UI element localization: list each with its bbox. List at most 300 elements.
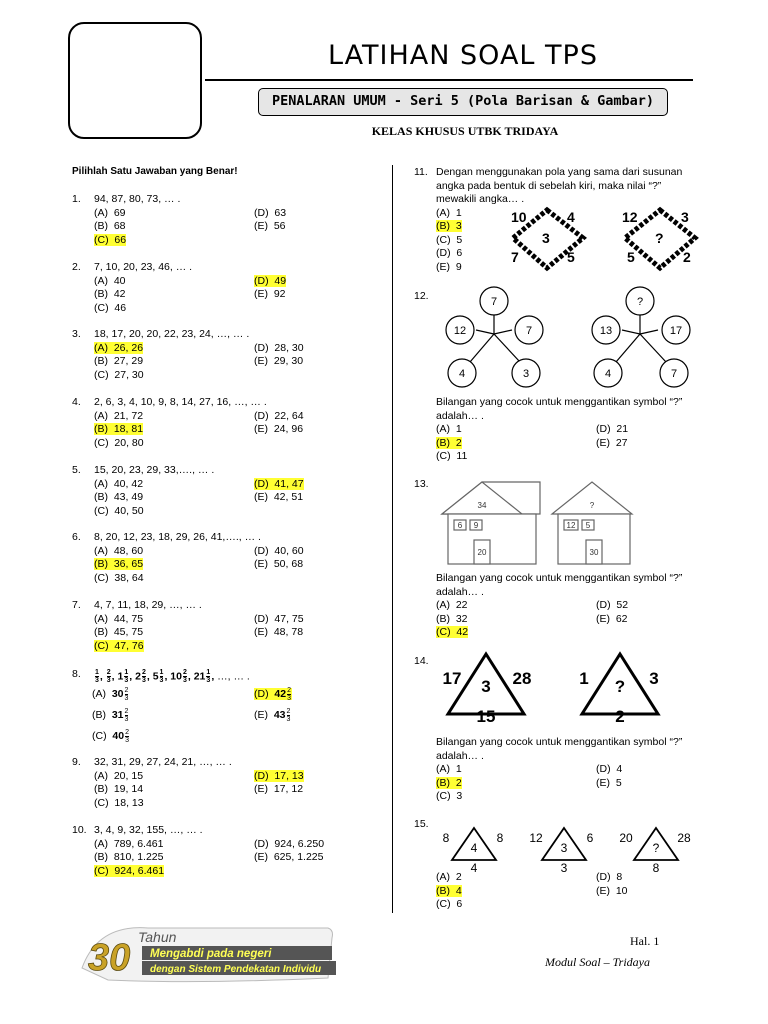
fig-number: 3 — [560, 861, 568, 874]
fig-number: 5 — [627, 249, 635, 265]
option-value: 69 — [113, 206, 126, 219]
option-letter: (E) — [254, 423, 274, 435]
question-line: adalah… . — [436, 409, 484, 422]
option-value: 11 — [456, 450, 468, 462]
option-letter: (B) — [94, 558, 114, 570]
option-value: 28, 30 — [274, 341, 304, 354]
option-letter: (B) — [94, 783, 114, 795]
option-value: 2 — [455, 776, 462, 789]
question-stem: 7, 10, 20, 23, 46, … . — [94, 261, 193, 273]
option-e[interactable] — [254, 220, 286, 234]
option-d[interactable] — [254, 410, 304, 424]
option-value: 18, 81 — [113, 423, 144, 435]
option-value: 47, 75 — [274, 612, 304, 625]
option-letter: (C) — [94, 864, 115, 877]
fig-number: 12 — [453, 325, 467, 337]
option-d[interactable] — [254, 342, 304, 356]
option-letter: (A) — [94, 769, 114, 782]
option-a[interactable] — [94, 545, 143, 559]
option-letter: (B) — [436, 776, 456, 789]
fig-number: 2 — [683, 249, 691, 265]
option-e[interactable] — [596, 885, 628, 899]
q11-diamond-figures — [505, 206, 705, 272]
page-title: LATIHAN SOAL TPS — [328, 40, 598, 71]
option-letter: (B) — [94, 423, 114, 435]
option-value: 10 — [615, 884, 628, 897]
option-c[interactable] — [436, 234, 462, 248]
option-b[interactable] — [436, 777, 462, 791]
class-label: KELAS KHUSUS UTBK TRIDAYA — [371, 124, 559, 138]
option-letter: (C) — [94, 571, 115, 584]
option-b[interactable] — [94, 355, 143, 369]
option-value: 68 — [113, 220, 126, 232]
option-d[interactable] — [254, 275, 286, 289]
option-value: 40, 42 — [113, 477, 144, 490]
fig-number: 15 — [476, 707, 496, 726]
option-d[interactable] — [254, 838, 324, 852]
option-a[interactable] — [436, 763, 462, 777]
option-e[interactable] — [254, 355, 303, 369]
question-stem: 18, 17, 20, 20, 22, 23, 24, …, … . — [94, 328, 250, 340]
option-e[interactable] — [254, 558, 303, 572]
question-number: 14. — [414, 655, 429, 667]
option-c[interactable] — [94, 640, 144, 654]
option-letter: (E) — [254, 220, 274, 232]
logo-line-2: dengan Sistem Pendekatan Individu — [150, 964, 322, 975]
q12-star-figures — [436, 284, 706, 388]
option-value: 3 — [456, 790, 463, 802]
option-b[interactable] — [94, 626, 143, 640]
option-a[interactable] — [436, 207, 462, 221]
question-7 — [72, 599, 392, 655]
option-letter: (B) — [436, 436, 456, 449]
option-d[interactable]: (D) 42 $\frac{2}{3}$ — [254, 687, 292, 702]
question-line: Bilangan yang cocok untuk menggantikan symbol “?” — [436, 736, 683, 748]
fig-number: 28 — [512, 669, 532, 688]
option-letter: (C) — [94, 368, 115, 381]
option-e[interactable] — [596, 613, 628, 627]
option-b[interactable] — [94, 558, 143, 572]
option-value: 6 — [456, 898, 463, 910]
fig-number: 4 — [567, 209, 575, 225]
option-letter: (A) — [436, 206, 456, 219]
option-e[interactable] — [254, 288, 286, 302]
fig-number: ? — [636, 296, 644, 308]
instruction-text: Pilihlah Satu Jawaban yang Benar! — [72, 166, 238, 177]
question-stem: 3, 4, 9, 32, 155, …, … . — [94, 824, 203, 836]
option-value: 18, 13 — [114, 796, 144, 809]
option-b[interactable] — [94, 288, 126, 302]
option-c[interactable]: (C) 40 $\frac{2}{3}$ — [92, 729, 130, 744]
option-value: 1 — [455, 763, 462, 775]
option-letter: (A) — [94, 544, 114, 557]
option-c[interactable] — [436, 626, 468, 640]
fig-number: 3 — [542, 230, 550, 246]
option-letter: (D) — [254, 544, 275, 557]
option-a[interactable] — [94, 478, 143, 492]
option-a[interactable] — [94, 410, 143, 424]
question-5 — [72, 464, 392, 520]
option-value: 22 — [455, 599, 468, 611]
option-letter: (E) — [254, 491, 274, 503]
fig-number: 3 — [649, 669, 659, 688]
option-letter: (B) — [94, 355, 114, 367]
option-letter: (D) — [254, 341, 275, 354]
option-value: 27 — [615, 436, 628, 449]
option-value: 42 — [456, 626, 469, 638]
option-c[interactable] — [94, 572, 144, 586]
option-value: 789, 6.461 — [113, 837, 164, 850]
option-d[interactable] — [436, 247, 462, 261]
fig-number: 12 — [566, 521, 576, 530]
option-value: 625, 1.225 — [273, 851, 324, 863]
option-value: 42, 51 — [273, 491, 304, 503]
option-letter: (B) — [94, 288, 114, 300]
question-number: 2. — [72, 261, 81, 273]
question-line: adalah… . — [436, 749, 484, 762]
question-stem: 2, 6, 3, 4, 10, 9, 8, 14, 27, 16, …, … . — [94, 396, 267, 408]
option-a[interactable] — [436, 871, 462, 885]
option-d[interactable] — [254, 478, 304, 492]
option-a[interactable] — [436, 599, 468, 613]
option-letter: (D) — [254, 612, 275, 625]
option-letter: (C) — [436, 450, 457, 462]
question-1 — [72, 193, 392, 249]
logo-placeholder-box — [68, 22, 202, 139]
question-number: 6. — [72, 531, 81, 543]
fig-number: 1 — [579, 669, 589, 688]
option-value: 42 — [113, 288, 126, 300]
fig-number: 4 — [470, 861, 478, 874]
option-letter: (B) — [94, 491, 114, 503]
module-label: Modul Soal – Tridaya — [545, 955, 651, 969]
option-d[interactable] — [596, 599, 628, 613]
option-letter: (C) — [436, 233, 457, 246]
option-value: 9 — [455, 260, 462, 273]
option-a[interactable] — [94, 342, 143, 356]
option-value: 43, 49 — [113, 491, 144, 503]
question-9 — [72, 756, 392, 812]
option-letter: (D) — [436, 247, 457, 259]
fig-number: 7 — [511, 249, 519, 265]
option-letter: (C) — [94, 504, 115, 517]
option-e[interactable] — [436, 261, 462, 275]
option-value: 1 — [455, 423, 462, 435]
option-letter: (D) — [254, 206, 275, 219]
fig-number: ? — [614, 677, 626, 696]
question-stem: $\frac{1}{3}$ , $\frac{2}{3}$ , 1 $\frac{1}{3}$ , 2 $\frac{2}{3}$ , 5 $\frac{1}{3}$ , 10 $\frac{2}{3}$ , 21 $\frac{1}{3}$ , …, … . — [95, 669, 250, 684]
fig-number: 20 — [619, 831, 633, 845]
question-number: 9. — [72, 756, 81, 768]
option-letter: (A) — [436, 599, 456, 611]
option-a[interactable] — [94, 838, 163, 852]
option-value: 40, 50 — [114, 504, 144, 517]
option-value: 27, 30 — [114, 368, 144, 381]
fig-number: 20 — [477, 548, 487, 557]
question-10 — [72, 824, 392, 880]
fig-number: 4 — [458, 368, 466, 380]
option-letter: (E) — [254, 558, 274, 570]
option-d[interactable] — [254, 613, 304, 627]
question-line: mewakili angka… . — [436, 193, 525, 205]
option-value: 45, 75 — [113, 626, 144, 638]
option-b[interactable]: (B) 31 $\frac{2}{3}$ — [92, 708, 129, 723]
fig-number: 17 — [669, 325, 683, 337]
question-number: 7. — [72, 599, 81, 611]
option-b[interactable] — [94, 220, 126, 234]
option-value: 92 — [273, 288, 286, 300]
option-letter: (C) — [94, 436, 115, 449]
option-d[interactable] — [596, 871, 622, 885]
option-value: 22, 64 — [274, 409, 304, 422]
option-b[interactable] — [94, 423, 143, 437]
option-letter: (A) — [94, 837, 114, 850]
option-letter: (A) — [436, 871, 456, 883]
title-rule — [205, 79, 693, 81]
option-value: 17, 13 — [274, 769, 304, 782]
option-b[interactable] — [94, 783, 143, 797]
option-value: 2 — [455, 871, 462, 883]
option-value: 47, 76 — [114, 639, 144, 652]
question-number: 5. — [72, 464, 81, 476]
question-stem: 32, 31, 29, 27, 24, 21, …, … . — [94, 756, 232, 768]
option-letter: (E) — [254, 783, 274, 795]
option-value: 48, 78 — [273, 626, 304, 638]
option-value: 4 — [616, 763, 623, 775]
fig-number: 7 — [490, 296, 498, 308]
question-number: 10. — [72, 824, 87, 836]
option-c[interactable] — [94, 369, 144, 383]
option-letter: (D) — [254, 477, 275, 490]
option-letter: (E) — [254, 626, 274, 638]
fig-number: 3 — [481, 677, 491, 696]
option-c[interactable] — [94, 505, 144, 519]
option-value: 17, 12 — [273, 783, 304, 795]
option-letter: (E) — [254, 288, 274, 300]
option-letter: (A) — [94, 206, 114, 219]
option-letter: (E) — [596, 776, 616, 789]
option-value: 52 — [616, 599, 629, 611]
question-number: 4. — [72, 396, 81, 408]
question-line: Bilangan yang cocok untuk menggantikan symbol “?” — [436, 572, 683, 584]
q15-triangle-figures — [440, 824, 692, 874]
option-b[interactable] — [436, 437, 462, 451]
option-value: 924, 6.250 — [274, 837, 325, 850]
option-value: 810, 1.225 — [113, 851, 164, 863]
option-letter: (B) — [94, 626, 114, 638]
option-value: 26, 26 — [113, 341, 144, 354]
question-4 — [72, 396, 392, 452]
fig-number: 34 — [477, 501, 487, 510]
option-a[interactable] — [94, 770, 143, 784]
option-letter: (D) — [596, 871, 617, 883]
option-letter: (E) — [596, 612, 616, 625]
option-b[interactable] — [436, 885, 462, 899]
option-d[interactable] — [254, 207, 286, 221]
fig-number: 3 — [681, 209, 689, 225]
option-letter: (B) — [94, 220, 114, 232]
fig-number: 30 — [589, 548, 599, 557]
question-stem: 94, 87, 80, 73, … . — [94, 193, 181, 205]
option-c[interactable] — [436, 790, 462, 804]
option-letter: (D) — [254, 837, 275, 850]
option-value: 1 — [455, 206, 462, 219]
option-d[interactable] — [254, 770, 304, 784]
option-value: 5 — [615, 776, 622, 789]
option-e[interactable]: (E) 43 $\frac{2}{3}$ — [254, 708, 291, 723]
option-value: 21 — [616, 423, 629, 435]
question-8 — [72, 668, 392, 748]
option-value: 8 — [616, 871, 623, 883]
fig-number: 5 — [585, 521, 591, 530]
option-letter: (D) — [596, 763, 617, 775]
question-line: Bilangan yang cocok untuk menggantikan symbol “?” — [436, 396, 683, 408]
option-letter: (E) — [254, 355, 274, 367]
option-e[interactable] — [254, 491, 303, 505]
fig-number: 8 — [442, 831, 450, 845]
question-line: Dengan menggunakan pola yang sama dari susunan — [436, 166, 683, 178]
option-e[interactable] — [254, 626, 303, 640]
option-value: 32 — [455, 612, 468, 625]
fig-number: 10 — [511, 209, 527, 225]
fig-number: 17 — [442, 669, 462, 688]
option-letter: (E) — [596, 884, 616, 897]
fig-number: 6 — [457, 521, 463, 530]
option-a[interactable] — [94, 275, 126, 289]
diamond-figure-2 — [622, 209, 695, 268]
fig-number: 2 — [615, 707, 625, 726]
option-letter: (D) — [596, 599, 617, 611]
fig-number: 8 — [652, 861, 660, 874]
option-c[interactable] — [94, 437, 144, 451]
fig-number: 12 — [622, 209, 638, 225]
option-value: 27, 29 — [113, 355, 144, 367]
question-6 — [72, 531, 392, 587]
fig-number: 7 — [670, 368, 678, 380]
option-value: 924, 6.461 — [114, 864, 165, 877]
option-value: 46 — [114, 301, 127, 314]
option-b[interactable] — [436, 220, 462, 234]
question-2 — [72, 261, 392, 317]
question-line: adalah… . — [436, 585, 484, 598]
fig-number: 7 — [525, 325, 533, 337]
question-number: 13. — [414, 478, 429, 490]
fig-number: 4 — [604, 368, 612, 380]
option-e[interactable] — [254, 423, 303, 437]
option-value: 6 — [456, 247, 463, 259]
option-a[interactable] — [436, 423, 462, 437]
option-letter: (C) — [94, 233, 115, 246]
question-number: 8. — [72, 668, 81, 680]
option-letter: (A) — [436, 423, 456, 435]
option-value: 40 — [113, 274, 126, 287]
option-letter: (A) — [94, 409, 114, 422]
option-value: 62 — [615, 612, 628, 625]
option-d[interactable] — [596, 423, 628, 437]
option-value: 3 — [455, 220, 462, 232]
option-letter: (C) — [94, 639, 115, 652]
option-letter: (C) — [436, 790, 457, 802]
option-value: 40, 60 — [274, 544, 304, 557]
question-number: 12. — [414, 290, 429, 302]
option-letter: (C) — [94, 301, 115, 314]
option-value: 36, 65 — [113, 558, 144, 570]
option-letter: (C) — [436, 898, 457, 910]
option-value: 29, 30 — [273, 355, 304, 367]
option-d[interactable] — [596, 763, 622, 777]
option-c[interactable] — [94, 302, 126, 316]
option-value: 19, 14 — [113, 783, 144, 795]
option-c[interactable] — [436, 450, 467, 464]
option-letter: (C) — [436, 626, 457, 638]
option-value: 38, 64 — [114, 571, 144, 584]
logo-line-1: Mengabdi pada negeri — [150, 948, 272, 960]
option-letter: (A) — [94, 274, 114, 287]
question-number: 11. — [414, 166, 428, 178]
fig-number: 3 — [522, 368, 530, 380]
option-b[interactable] — [94, 491, 143, 505]
logo-number: 30 — [88, 937, 131, 979]
option-letter: (B) — [436, 612, 456, 625]
option-a[interactable]: (A) 30 $\frac{2}{3}$ — [92, 687, 129, 702]
fig-number: ? — [652, 841, 660, 855]
option-letter: (E) — [436, 260, 456, 273]
option-letter: (D) — [254, 274, 275, 287]
option-value: 24, 96 — [273, 423, 304, 435]
question-stem: 15, 20, 23, 29, 33,…., … . — [94, 464, 215, 476]
option-c[interactable] — [94, 797, 144, 811]
diamond-figure-1 — [511, 209, 583, 268]
option-value: 66 — [114, 233, 127, 246]
option-value: 56 — [273, 220, 286, 232]
option-a[interactable] — [94, 613, 143, 627]
option-letter: (B) — [94, 851, 114, 863]
option-value: 48, 60 — [113, 544, 144, 557]
option-value: 44, 75 — [113, 612, 144, 625]
option-value: 41, 47 — [274, 477, 304, 490]
option-b[interactable] — [94, 851, 163, 865]
option-letter: (A) — [436, 763, 456, 775]
fig-number: 3 — [560, 841, 568, 855]
option-letter: (D) — [254, 769, 275, 782]
option-value: 21, 72 — [113, 409, 144, 422]
option-d[interactable] — [254, 545, 304, 559]
option-e[interactable] — [254, 783, 303, 797]
option-value: 20, 80 — [114, 436, 144, 449]
question-number: 3. — [72, 328, 81, 340]
fig-number: 28 — [677, 831, 691, 845]
option-c[interactable] — [94, 865, 164, 879]
option-value: 50, 68 — [273, 558, 304, 570]
option-letter: (D) — [254, 409, 275, 422]
option-letter: (C) — [94, 796, 115, 809]
option-c[interactable] — [94, 234, 126, 248]
option-letter: (D) — [596, 423, 617, 435]
option-value: 2 — [455, 436, 462, 449]
logo-word: Tahun — [138, 929, 177, 945]
option-e[interactable] — [596, 777, 622, 791]
option-e[interactable] — [254, 851, 323, 865]
option-c[interactable] — [436, 898, 462, 912]
option-a[interactable] — [94, 207, 126, 221]
option-letter: (A) — [94, 612, 114, 625]
column-divider — [392, 165, 393, 913]
fig-number: 8 — [496, 831, 504, 845]
option-e[interactable] — [596, 437, 628, 451]
fig-number: ? — [589, 501, 595, 510]
option-value: 5 — [456, 233, 463, 246]
option-b[interactable] — [436, 613, 468, 627]
